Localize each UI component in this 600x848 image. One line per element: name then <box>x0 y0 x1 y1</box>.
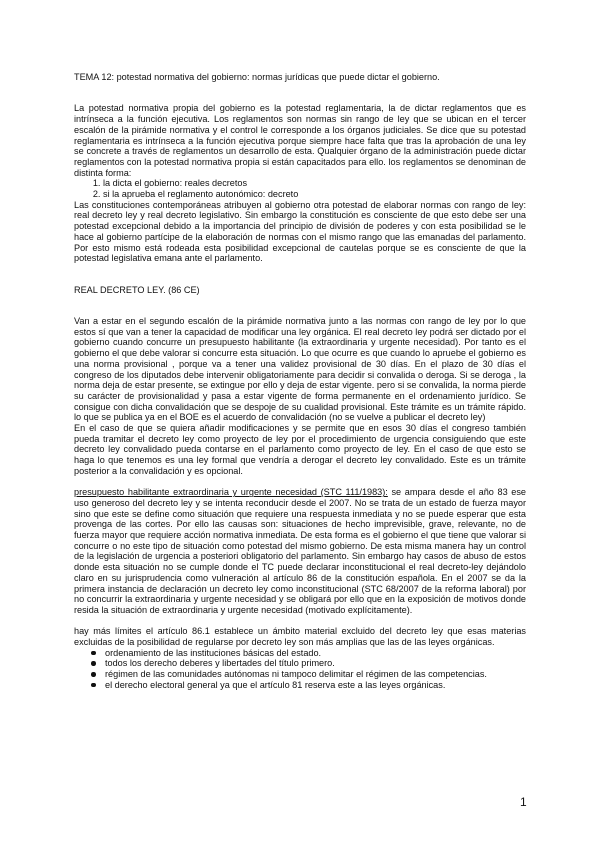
intro-paragraph: La potestad normativa propia del gobierno es la potestad reglamentaria, la de dictar reglamentos que es intrínseca a la función ejecutiva. Los reglamentos son normas sin rango de ley que se ubican en el tercer escalón de la pirámide normativa y el control le corresponde a los órganos judiciales. Se dice que su potestad reglamentaria es intrínseca a la función ejecutiva porque siempre hace falta que tras la aprobación de una ley se concrete a través de reglamentos un desarrollo de esta. Qualquier órgano de la administración puede dictar reglamentos con la potestad normativa propia si están capacitados para ello. los reglamentos se denominan de distinta forma: <box>74 103 526 178</box>
list-item: 2. si la aprueba el reglamento autonómico: decreto <box>103 189 526 200</box>
presupuesto-paragraph <box>74 487 526 615</box>
page-title: TEMA 12: potestad normativa del gobierno: normas jurídicas que puede dictar el gobierno. <box>74 72 440 82</box>
list-item: régimen de las comunidades autónomas ni tampoco delimitar el régimen de las competencias. <box>105 669 526 680</box>
rdl-paragraph-1: Van a estar en el segundo escalón de la pirámide normativa junto a las normas con rango de ley por lo que estos sí que van a tener la capacidad de modificar una ley orgánica. El real decreto ley podrá ser dictado por el gobierno cuando concurre un presupuesto habilitante (la extraordinaria y urgente necesidad). Por tanto es el gobierno el que debe valorar si concurre esta situación. Lo que ocurre es que cuando lo apruebe el gobierno es una norma provisional , porque va a tener una validez provisional de 30 días. En el plazo de 30 días el congreso de los diputados debe intervenir obligatoriamente para decidir si convalida o deroga. Si se deroga , la norma deja de estar presente, se extingue por ello y deja de estar vigente. pero si se convalida, la norma pierde su carácter de provisionalidad y pasa a estar vigente de forma permanente en el ordenamiento jurídico. Se consigue con dicha convalidación que se despoje de su cualidad provisional. Este trámite es un trámite rápido. lo que se publica ya en el BOE es el acuerdo de convalidación (no se vuelve a publicar el decreto ley) <box>74 316 526 423</box>
limits-intro: hay más límites el artículo 86.1 establece un ámbito material excluido del decreto ley que esas materias excluidas de la posibilidad de regularse por decreto ley son más amplias que las de las leyes orgánicas. <box>74 626 526 648</box>
list-item: ordenamiento de las instituciones básicas del estado. <box>105 648 526 659</box>
intro-after-paragraph: Las constituciones contemporáneas atribuyen al gobierno otra potestad de elaborar normas con rango de ley: real decreto ley y real decreto legislativo. Sin embargo la constitución es consciente de que esto debe ser una potestad excepcional debido a la importancia del principio de división de poderes y con esta posibilidad se le hace al gobierno partícipe de la elaboración de normas con el mismo rango que las emanadas del parlamento. Por esto mismo está rodeada esta posibilidad excepcional de cautelas porque se es consciente de que la potestad legislativa emana ante el parlamento. <box>74 199 526 264</box>
list-item: 1. la dicta el gobierno: reales decretos <box>103 178 526 189</box>
rdl-paragraph-2: En el caso de que se quiera añadir modificaciones y se permite que en esos 30 días el congreso también pueda tramitar el decreto ley como proyecto de ley por el procedimiento de urgencia consiguiendo que este decreto ley convalidado pueda contarse en el parlamento como proyecto de ley. En el caso de que esto se haga lo que tenemos es una ley formal que vendría a derogar el decreto ley convalidado. Este es un trámite posterior a la convalidación y es opcional. <box>74 423 526 476</box>
presupuesto-lead: presupuesto habilitante extraordinaria y urgente necesidad (STC 111/1983): <box>74 487 388 498</box>
page-number: 1 <box>520 795 527 809</box>
list-item: todos los derecho deberes y libertades del título primero. <box>105 658 526 669</box>
presupuesto-body: se ampara desde el año 83 ese uso generoso del decreto ley y se intenta reconducir desde el 2007. No se trata de un estado de fuerza mayor sino que este se define como situación que requiere una respuesta inmediata y no se puede esperar que esta provenga de las cortes. Por ello las causas son: situaciones de hecho imprevisible, grave, relevante, no de fuerza mayor que requiere acción normativa inmediata. De esta forma es el gobierno el que tiene que valorar si concurre o no este tipo de situación como potestad del mismo gobierno. De esta misma manera hay un control de la legislación de urgencia a posteriori obligatorio del parlamento. Sin embargo hay casos de abuso de estos donde esta situación no se cumple donde el TC puede declarar inconstitucional el real decreto-ley dejándolo claro en su jurisprudencia como vulneración al artículo 86 de la constitución española. En el 2007 se da la primera instancia de declaración un decreto ley como inconstitucional (STC 68/2007 de la reforma laboral) por no concurrir la extraordinaria y urgente necesidad y se obligará por ello que en la exposición de motivos donde resida la situación de extraordinaria y urgente necesidad (motivado explícitamente). <box>74 487 527 615</box>
section-heading-rdl: REAL DECRETO LEY. (86 CE) <box>74 284 200 295</box>
intro-numbered-list <box>74 178 526 199</box>
limits-bullet-list <box>74 648 526 691</box>
list-item: el derecho electoral general ya que el artículo 81 reserva este a las leyes orgánicas. <box>105 680 526 691</box>
document-page <box>74 72 526 691</box>
